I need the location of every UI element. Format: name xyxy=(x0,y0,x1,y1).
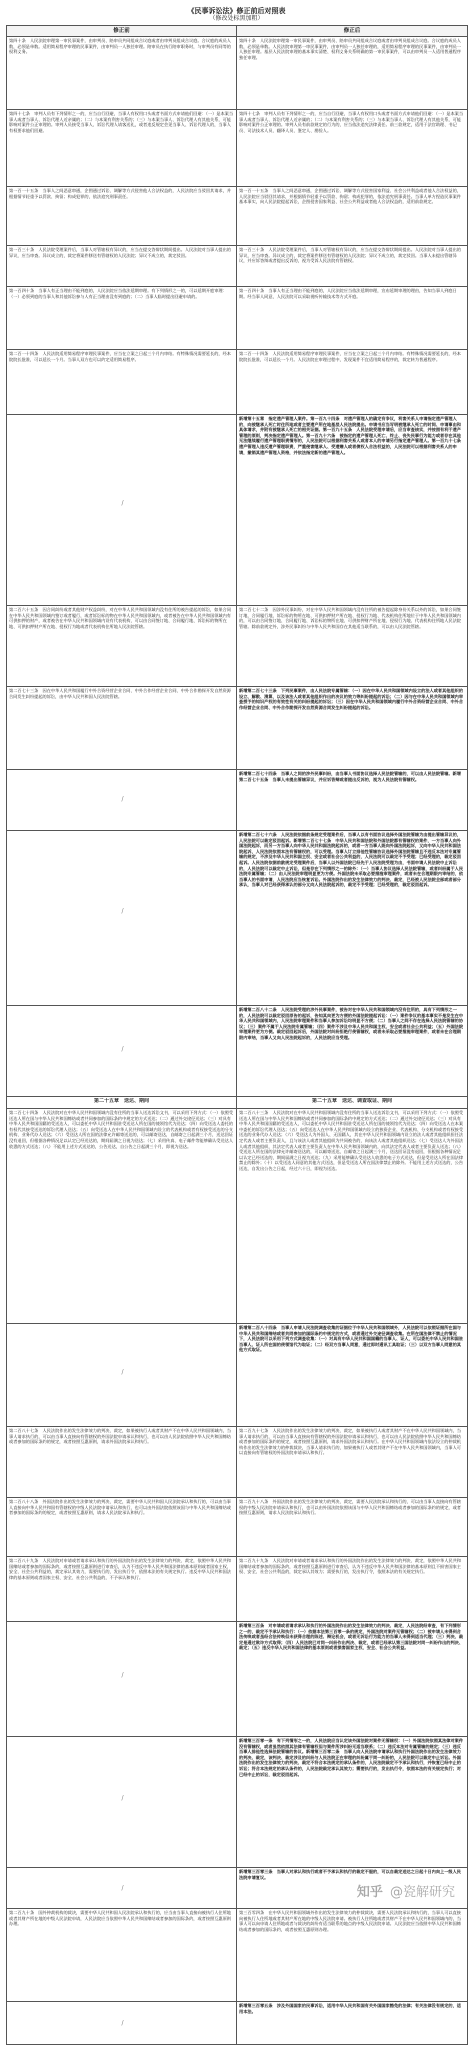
cell-text: 第二百九十八条 外国法院作出的发生法律效力的判决、裁定，需要人民法院承认和执行的，可以由当事人直接向有管辖权的中级人民法院申请承认和执行，也可以由外国法院依照该国与中华人民共和国缔结或者参加的国际条约的规定，或者按照互惠原则，请求人民法院承认和执行。 xyxy=(239,1499,461,1516)
cell-text: 第二百六十五条 因合同纠纷或者其他财产权益纠纷，对在中华人民共和国领域内没有住所的被告提起的诉讼，如果合同在中华人民共和国领域内签订或者履行，或者诉讼标的物在中华人民共和国领域内，或者被告在中华人民共和国领域内有可供扣押的财产，或者被告在中华人民共和国领域内设有代表机构，可以由合同签订地、合同履行地、诉讼标的物所在地、可供扣押财产所在地、侵权行为地或者代表机构住所地人民法院管辖。 xyxy=(9,607,231,629)
table-row xyxy=(7,1109,468,1324)
empty-cell-mark: / xyxy=(121,908,124,916)
cell-text: 第一百一十五条 当事人之间恶意串通，企图通过诉讼、调解等方式侵害国家利益、社会公共利益或者他人合法权益的，人民法院应当驳回其请求，并根据情节轻重予以罚款、拘留；构成犯罪的，依法追究刑事责任。当事人单方捏造民事案件基本事实，向人民法院提起诉讼，企图侵害国家利益、社会公共利益或者他人合法权益的，适用前款规定。 xyxy=(239,188,461,205)
table-row xyxy=(7,246,468,287)
cell-text: 新增第三百条 对申请或者请求承认和执行的外国法院作出的发生法律效力的判决、裁定，人民法院经审查，有下列情形之一的，裁定不予承认和执行：（一）依据本法第三百零一条的规定，外国法院对案件无管辖权；（二）被申请人未得到合法传唤或者虽经合法传唤但未获得合理的陈述、辩论机会，或者无诉讼行为能力的当事人未得到适当代理；（三）判决、裁定是通过欺诈方式取得；（四）人民法院已对同一纠纷作出判决、裁定，或者已经承认第三国法院对同一纠纷作出的判决、裁定；（五）违反中华人民共和国法律的基本原则或者损害国家主权、安全、社会公共利益。 xyxy=(239,1623,464,1651)
cell-text: 第二百八十三条 人民法院对在中华人民共和国领域内没有住所的当事人送达诉讼文书，可以采用下列方式：（一）依照受送达人所在国与中华人民共和国缔结或者共同参加的国际条约中规定的方式送达；（二）通过外交途径送达；（三）对具有中华人民共和国国籍的受送达人，可以委托中华人民共和国驻受送达人所在国的使领馆代为送达；（四）向受送达人在本案中委托的诉讼代理人送达；（五）向受送达人在中华人民共和国领域内设立的独资企业、代表机构、分支机构或者有权接受送达的业务代办人送达；（六）受送达人为外国人、无国籍人，其在中华人民共和国领域内设立的法人或者其他组织担任法定代表人或者主要负责人，且与该法人或者其他组织为共同被告的，向该法人或者其他组织送达；（七）受送达人为外国法人或者其他组织，其法定代表人或者主要负责人在中华人民共和国领域内的，向其法定代表人或者主要负责人送达；（八）受送达人所在国的法律允许邮寄送达的，可以邮寄送达，自邮寄之日起满三个月，送达回证没有退回，但根据各种情况足以认定已经送达的，期间届满之日视为送达；（九）采用能够确认受送达人收悉的电子方式送达，但是受送达人所在国法律禁止的除外；（十）以受送达人同意的其他方式送达，但是受送达人所在国法律禁止的除外。不能用上述方式送达的，公告送达，自发出公告之日起，经过六十日，即视为送达。 xyxy=(239,1110,464,1171)
cell-before xyxy=(7,1622,237,1737)
cell-before xyxy=(7,2002,237,2045)
empty-cell-mark: / xyxy=(121,499,124,507)
table-row xyxy=(7,687,468,770)
cell-after xyxy=(237,831,468,1006)
cell-before xyxy=(7,1909,237,2002)
cell-before xyxy=(7,187,237,246)
cell-text: 新增第三百零五条 涉及外国国家的民事诉讼，适用中华人民共和国有关外国国家豁免的法律；有关法律没有规定的，适用本法。 xyxy=(239,2003,461,2014)
table-row xyxy=(7,415,468,606)
cell-text: 新增第十五章 指定遗产管理人案件。第一百九十四条 对遗产管理人的确定有争议，利害关系人申请指定遗产管理人的，向被继承人死亡时住所地或者主要遗产所在地基层人民法院提出。申请书应当写明被继承人死亡的时间、申请事由和具体请求，并附有被继承人死亡的相关证据。第一百九十五条 人民法院受理申请后，应当审查核实，并按照有利于遗产管理的原则，判决指定遗产管理人。第一百九十六条 被指定的遗产管理人死亡、终止、丧失民事行为能力或者存在其他无法继续履行遗产管理职责情形的，人民法院可以根据利害关系人或者本人的申请另行指定遗产管理人。第一百九十七条 遗产管理人违反遗产管理职责，严重侵害继承人、受遗赠人或者债权人合法权益的，人民法院可以根据利害关系人的申请，撤销其遗产管理人资格，并依法指定新的遗产管理人。 xyxy=(239,416,465,455)
cell-after xyxy=(237,1109,468,1324)
cell-text: 新增第三百零一条 有下列情形之一的，人民法院应当认定该外国法院对案件无管辖权：（一）外国法院依照其法律对案件没有管辖权，或者虽然依照其法律有管辖权但与案件所涉纠纷无适当联系；（二）违反本法对专属管辖的规定；（三）违反当事人排他性选择法院管辖的协议。新增第三百零二条 当事人向人民法院申请承认和执行外国法院作出的发生法律效力的判决、裁定，该判决、裁定涉及的纠纷与人民法院正在审理的纠纷属于同一纠纷的，人民法院可以裁定中止诉讼。外国法院作出的发生法律效力的判决、裁定不符合本法规定的承认条件的，人民法院裁定不予承认和执行，并恢复已经中止的诉讼；符合本法规定的承认条件的，人民法院裁定承认其效力；需要执行的，发出执行令，依照本法的有关规定执行；对已经中止的诉讼，裁定驳回起诉。 xyxy=(239,1738,464,1777)
cell-text: 新增第二百七十六条 人民法院依据前条规定受理案件后，当事人以有书面协议选择外国法院管辖为由提出管辖异议的，人民法院可以裁定驳回起诉。新增第二百七十七条 中华人民共和国法院和外国法院都有管辖权的案件，一方当事人向外国法院起诉，而另一方当事人向中华人民共和国法院起诉的，或者一方当事人既向外国法院起诉，又向中华人民共和国法院起诉，人民法院依照本法有管辖权的，可以受理。当事人订立排他性管辖协议选择外国法院管辖且不违反本法对专属管辖的规定，不涉及中华人民共和国主权、安全或者社会公共利益的，人民法院可以裁定不予受理；已经受理的，裁定驳回起诉。人民法院依据前款规定受理案件后，当事人以外国法院已经先于人民法院受理为由，书面申请人民法院中止诉讼的，人民法院可以裁定中止诉讼，但是存在下列情形之一的除外：（一）当事人协议选择人民法院管辖，或者纠纷属于人民法院专属管辖；（二）由人民法院审理明显更为方便。外国法院未采取必要措施审理案件，或者未在合理期限内审结的，依当事人的书面申请，人民法院应当恢复诉讼。外国法院作出的发生法律效力的判决、裁定，已经被人民法院全部或者部分承认，当事人对已经获得承认的部分又向人民法院起诉的，裁定不予受理；已经受理的，裁定驳回起诉。 xyxy=(239,832,464,888)
cell-after xyxy=(237,37,468,110)
empty-cell-mark: / xyxy=(121,1368,124,1376)
table-row xyxy=(7,350,468,415)
cell-before xyxy=(7,1427,237,1498)
cell-after xyxy=(237,2002,468,2045)
cell-text: 新增第二百八十二条 人民法院受理的涉外民事案件，被告对在中华人民共和国领域内没有住所的，具有下列情形之一的，人民法院可以裁定驳回原告的起诉，告知其向更为方便的外国法院提起诉讼：（一）案件争议的基本事实不是发生在中华人民共和国领域内，人民法院审理案件和当事人参加诉讼均明显不方便；（二）当事人之间不存在选择人民法院管辖的协议；（三）案件不属于人民法院专属管辖；（四）案件不涉及中华人民共和国主权、安全或者社会公共利益；（五）外国法院审理案件更为方便。裁定驳回起诉后，外国法院对纠纷拒绝行使管辖权，或者未采取必要措施审理案件，或者未在合理期限内审结，当事人又向人民法院起诉的，人民法院应当受理。 xyxy=(239,1007,464,1040)
table-row xyxy=(7,1498,468,1557)
comparison-table xyxy=(6,25,468,2045)
cell-before xyxy=(7,1324,237,1427)
cell-after xyxy=(237,1909,468,2002)
table-body xyxy=(7,37,468,2045)
empty-cell-mark: / xyxy=(121,796,124,803)
table-row xyxy=(7,1324,468,1427)
cell-text: 第一百一十五条 当事人之间恶意串通，企图通过诉讼、调解等方式侵害他人合法权益的，人民法院应当驳回其请求，并根据情节轻重予以罚款、拘留；构成犯罪的，依法追究刑事责任。 xyxy=(9,188,231,199)
cell-after xyxy=(237,1097,468,1109)
cell-text: 新增第二百七十四条 当事人之间的涉外民事纠纷，由当事人书面协议选择人民法院管辖的，可以由人民法院管辖。新增第二百七十五条 当事人未提出管辖异议，并应诉答辩或者提出反诉的，视为人民法院有管辖权。 xyxy=(239,771,461,782)
cell-before xyxy=(7,287,237,350)
cell-before xyxy=(7,37,237,110)
cell-after xyxy=(237,1498,468,1557)
table-row xyxy=(7,1006,468,1097)
table-row xyxy=(7,1909,468,2002)
cell-before xyxy=(7,110,237,187)
table-row xyxy=(7,37,468,110)
cell-text: 第二十五章 送达、调查取证、期间 xyxy=(311,1098,392,1104)
document-title: 《民事诉讼法》修正前后对照表 xyxy=(187,6,286,15)
cell-text: 第一百四十条 当事人有正当理由不能到庭的，人民法院应当依法延期审理。有下列情形之一的，可以延期开庭审理：（一）必须到庭的当事人和其他诉讼参与人有正当理由没有到庭的；（二）当事人临时提出回避申请的。 xyxy=(9,288,227,299)
table-header-row xyxy=(7,26,468,37)
cell-before xyxy=(7,1498,237,1557)
cell-text: 第二百七十三条 因在中华人民共和国履行中外合资经营企业合同、中外合作经营企业合同、中外合作勘探开发自然资源合同发生纠纷提起的诉讼，由中华人民共和国人民法院管辖。 xyxy=(9,688,231,699)
column-header-after: 修正后 xyxy=(237,26,468,37)
cell-before xyxy=(7,1006,237,1097)
cell-after xyxy=(237,1622,468,1737)
cell-before xyxy=(7,415,237,606)
table-row xyxy=(7,1622,468,1737)
empty-cell-mark: / xyxy=(121,2019,124,2027)
cell-text: 第二百七十二条 因涉外民事纠纷，对在中华人民共和国领域内没有住所的被告提起除身份关系以外的诉讼，如果合同签订地、合同履行地、诉讼标的物所在地、可供扣押财产所在地、侵权行为地、代表机构住所地位于中华人民共和国领域内的，可以由合同签订地、合同履行地、诉讼标的物所在地、可供扣押财产所在地、侵权行为地、代表机构住所地人民法院管辖。除前款规定外，涉外民事纠纷与中华人民共和国存在其他适当联系的，可以由人民法院管辖。 xyxy=(239,607,461,629)
table-row xyxy=(7,1557,468,1622)
cell-after xyxy=(237,1324,468,1427)
cell-after xyxy=(237,415,468,606)
zhihu-logo: 知乎 xyxy=(356,1885,383,1900)
cell-before xyxy=(7,350,237,415)
empty-cell-mark: / xyxy=(121,1885,124,1892)
cell-text: 新增第三百零三条 当事人对承认和执行或者不予承认和执行的裁定不服的，可以自裁定送达之日起十日内向上一级人民法院申请复议。 xyxy=(239,1869,461,1880)
cell-text: 第二百九十七条 人民法院作出的发生法律效力的判决、裁定，如果被执行人或者其财产不在中华人民共和国领域内，当事人请求执行的，可以由当事人直接向有管辖权的外国法院申请承认和执行，也可以由人民法院依照中华人民共和国缔结或者参加的国际条约的规定，或者按照互惠原则，请求外国法院承认和执行。在中华人民共和国领域内依法设立的仲裁机构作出的发生法律效力的仲裁裁决，当事人请求执行的，如果被执行人或者其财产不在中华人民共和国领域内，当事人可以直接向有管辖权的外国法院申请承认和执行。 xyxy=(239,1428,461,1456)
cell-text: 第一百四十条 当事人有正当理由不能到庭的，人民法院应当依法延期审理，宣布延期审理的理由，告知当事人到庭日期。经当事人同意，人民法院可以采取视听传输技术等方式开庭。 xyxy=(239,288,457,299)
table-row xyxy=(7,1427,468,1498)
cell-text: 第二百八十九条 人民法院对申请或者请求承认和执行的外国法院作出的发生法律效力的判决、裁定，依照中华人民共和国缔结或者参加的国际条约，或者按照互惠原则进行审查后，认为不违反中华人民共和国法律的基本原则或者国家主权、安全、社会公共利益的，裁定承认其效力，需要执行的，发出执行令，依照本法的有关规定执行。违反中华人民共和国法律的基本原则或者国家主权、安全、社会公共利益的，不予承认和执行。 xyxy=(9,1558,231,1580)
cell-text: 第二百八十八条 外国法院作出的发生法律效力的判决、裁定，需要中华人民共和国人民法院承认和执行的，可以由当事人直接向中华人民共和国有管辖权的中级人民法院申请承认和执行，也可以由外国法院依照该国与中华人民共和国缔结或者参加的国际条约的规定，或者按照互惠原则，请求人民法院承认和执行。 xyxy=(9,1499,231,1516)
empty-cell-mark: / xyxy=(121,1672,124,1680)
cell-after xyxy=(237,287,468,350)
cell-before xyxy=(7,1557,237,1622)
document-subtitle: （修改处标黑加粗） xyxy=(209,15,264,22)
cell-before xyxy=(7,606,237,687)
cell-text: 第四十七条 审判人员有下列情形之一的，应当自行回避，当事人有权用口头或者书面方式申请他们回避：（一）是本案当事人或者当事人、诉讼代理人近亲属的；（二）与本案有利害关系的；（三）与本案当事人、诉讼代理人有其他关系，可能影响对案件公正审理的。审判人员接受当事人、诉讼代理人请客送礼，或者违反规定会见当事人、诉讼代理人的，当事人有权要求他们回避。 xyxy=(9,111,234,133)
cell-before xyxy=(7,831,237,1006)
cell-after xyxy=(237,350,468,415)
cell-text: 新增第二百七十三条 下列民事案件，由人民法院专属管辖：（一）因在中华人民共和国领域内设立的法人或者其他组织的设立、解散、清算，以及该法人或者其他组织作出的决议的效力等纠纷提起的诉讼；（二）因与在中华人民共和国领域内审查授予的知识产权的有效性有关的纠纷提起的诉讼；（三）因在中华人民共和国领域内履行中外合资经营企业合同、中外合作经营企业合同、中外合作勘探开发自然资源合同发生纠纷提起的诉讼。 xyxy=(239,688,464,710)
cell-text: 第二百一十四条 人民法院适用简易程序审理民事案件，应当在立案之日起三个月内审结。有特殊情况需要延长的，经本院院长批准，可以延长一个月。人民法院在审理过程中，发现案件不宜适用简易程序的，裁定转为普通程序。 xyxy=(239,351,461,362)
cell-text: 第二百九十条 国外仲裁机构的裁决，需要中华人民共和国人民法院承认和执行的，应当由当事人直接向被执行人住所地或者其财产所在地的中级人民法院申请，人民法院应当依照中华人民共和国缔结或者参加的国际条约，或者按照互惠原则办理。 xyxy=(9,1910,231,1927)
table-row xyxy=(7,1737,468,1868)
cell-text: 第四十条 人民法院审理第一审民事案件，由审判员、陪审员共同组成合议庭或者由审判员组成合议庭。合议庭的成员人数，必须是单数。人民法院审理第一审民事案件，由审判员一人独任审理的，适用简易程序审理的民事案件，由审判员一人独任审理。基层人民法院审理的基本事实清楚、权利义务关系明确的第一审民事案件，可以由审判员一人适用普通程序独任审理。 xyxy=(239,38,461,60)
cell-text: 第二百一十四条 人民法院适用简易程序审理民事案件，应当在立案之日起三个月内审结。有特殊情况需要延长的，经本院院长批准，可以延长一个月。当事人双方也可以约定适用简易程序。 xyxy=(9,351,231,362)
cell-text: 第二百七十四条 人民法院对在中华人民共和国领域内没有住所的当事人送达诉讼文书，可以采用下列方式：（一）依照受送达人所在国与中华人民共和国缔结或者共同参加的国际条约中规定的方式送达；（二）通过外交途径送达；（三）对具有中华人民共和国国籍的受送达人，可以委托中华人民共和国驻受送达人所在国的使领馆代为送达；（四）向受送达人委托的有权代其接受送达的诉讼代理人送达；（五）向受送达人在中华人民共和国领域内设立的代表机构或者有权接受送达的分支机构、业务代办人送达；（六）受送达人所在国的法律允许邮寄送达的，可以邮寄送达，自邮寄之日起满三个月，送达回证没有退回，但根据各种情况足以认定已经送达的，期间届满之日视为送达；（七）采用传真、电子邮件等能够确认受送达人收悉的方式送达；（八）不能用上述方式送达的，公告送达，自公告之日起满三个月，即视为送达。 xyxy=(9,1110,234,1149)
cell-before xyxy=(7,687,237,770)
table-row xyxy=(7,770,468,831)
cell-before xyxy=(7,1109,237,1324)
cell-text: 第二十五章 送达、期间 xyxy=(93,1098,149,1104)
document-page xyxy=(6,6,467,2045)
cell-text: 第四十七条 审判人员有下列情形之一的，应当自行回避，当事人有权用口头或者书面方式申请他们回避：（一）是本案当事人或者当事人、诉讼代理人近亲属的；（二）与本案有利害关系的；（三）与本案当事人、诉讼代理人有其他关系，可能影响对案件公正审理的。审判人员有前款规定的行为的，应当依法追究法律责任。前三款规定，适用于法官助理、书记员、司法技术人员、翻译人员、鉴定人、勘验人。 xyxy=(239,111,464,133)
empty-cell-mark: / xyxy=(121,1794,124,1802)
cell-text: 第一百三十条 人民法院受理案件后，当事人对管辖权有异议的，应当在提交答辩状期间提出。人民法院对当事人提出的异议，应当审查。异议成立的，裁定将案件移送有管辖权的人民法院；异议不成立的，裁定驳回。 xyxy=(9,247,231,258)
cell-before xyxy=(7,1097,237,1109)
cell-after xyxy=(237,187,468,246)
table-row xyxy=(7,2002,468,2045)
cell-after xyxy=(237,246,468,287)
cell-before xyxy=(7,1737,237,1868)
cell-after xyxy=(237,687,468,770)
table-row xyxy=(7,110,468,187)
watermark xyxy=(357,1881,455,1900)
table-row xyxy=(7,606,468,687)
cell-after xyxy=(237,110,468,187)
cell-text: 第四十条 人民法院审理第一审民事案件，由审判员、陪审员共同组成合议庭或者由审判员组成合议庭。合议庭的成员人数，必须是单数。适用简易程序审理的民事案件，由审判员一人独任审理。陪审员在执行陪审职务时，与审判员有同等的权利义务。 xyxy=(9,38,231,55)
cell-after xyxy=(237,1006,468,1097)
cell-before xyxy=(7,246,237,287)
table-row xyxy=(7,287,468,350)
cell-after xyxy=(237,1737,468,1868)
cell-after xyxy=(237,606,468,687)
watermark-handle: @瓷解研究 xyxy=(389,1885,455,1900)
cell-text: 第二百八十七条 人民法院作出的发生法律效力的判决、裁定，如果被执行人或者其财产不在中华人民共和国领域内，当事人请求执行的，可以由当事人直接向有管辖权的外国法院申请承认和执行，也可以由人民法院依照中华人民共和国缔结或者参加的国际条约的规定，或者按照互惠原则，请求外国法院承认和执行。 xyxy=(9,1428,231,1445)
cell-after xyxy=(237,770,468,831)
cell-text: 新增第二百八十四条 当事人申请人民法院调查收集的证据位于中华人民共和国领域外，人民法院可以依照证据所在国与中华人民共和国缔结或者共同参加的国际条约中规定的方式，或者通过外交途径调查收集。在所在国法律不禁止的情况下，人民法院可以采用下列方式调查收集：（一）对具有中华人民共和国国籍的当事人、证人，可以委托中华人民共和国驻当事人、证人所在国的使领馆代为取证；（二）经双方当事人同意，通过即时通讯工具取证；（三）以双方当事人同意的其他方式取证。 xyxy=(239,1325,464,1353)
cell-text: 第三百零四条 在中华人民共和国领域外作出的发生法律效力的仲裁裁决，需要人民法院承认和执行的，当事人可以直接向被执行人住所地或者其财产所在地的中级人民法院申请。被执行人住所地或者其财产不在中华人民共和国领域内的，当事人可以向申请人住所地或者与裁决的纠纷有适当联系的地点的中级人民法院申请。人民法院应当依照中华人民共和国缔结或者参加的国际条约，或者按照互惠原则办理。 xyxy=(239,1910,461,1932)
cell-before xyxy=(7,1868,237,1909)
cell-after xyxy=(237,1427,468,1498)
section-heading-row xyxy=(7,1097,468,1109)
cell-after xyxy=(237,1557,468,1622)
cell-text: 第一百三十条 人民法院受理案件后，当事人对管辖权有异议的，应当在提交答辩状期间提出。人民法院对当事人提出的异议，应当审查。异议成立的，裁定将案件移送有管辖权的人民法院；异议不成立的，裁定驳回。当事人未提出管辖异议，并应诉答辩或者提出反诉的，视为受诉人民法院有管辖权。 xyxy=(239,247,461,264)
empty-cell-mark: / xyxy=(121,1045,124,1053)
column-header-before: 修正前 xyxy=(7,26,237,37)
table-row xyxy=(7,187,468,246)
table-row xyxy=(7,831,468,1006)
cell-text: 第二百九十九条 人民法院对申请或者请求承认和执行的外国法院作出的发生法律效力的判决、裁定，依照中华人民共和国缔结或者参加的国际条约，或者按照互惠原则进行审查后，认为不违反中华人民共和国法律的基本原则且不损害国家主权、安全、社会公共利益的，裁定承认其效力；需要执行的，发出执行令，依照本法的有关规定执行。 xyxy=(239,1558,461,1575)
cell-before xyxy=(7,770,237,831)
